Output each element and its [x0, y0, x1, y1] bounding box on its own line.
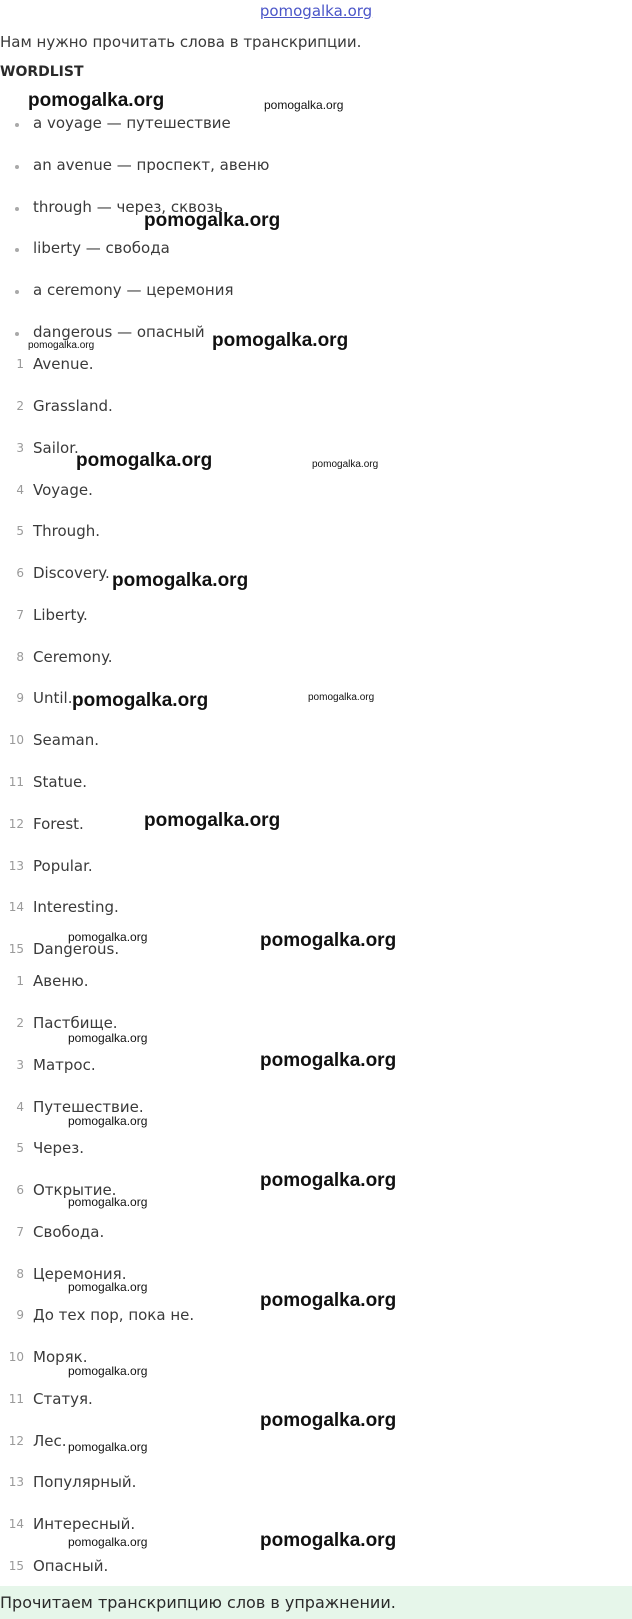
- watermark: pomogalka.org: [28, 90, 165, 111]
- watermark: pomogalka.org: [260, 1290, 397, 1311]
- watermark: pomogalka.org: [112, 570, 249, 591]
- wordlist-heading: WORDLIST: [0, 64, 84, 80]
- watermark: pomogalka.org: [68, 1114, 148, 1128]
- watermark: pomogalka.org: [260, 1530, 397, 1551]
- bullet-icon: [15, 165, 19, 169]
- watermark: pomogalka.org: [68, 1535, 148, 1549]
- bullet-icon: [15, 332, 19, 336]
- site-link-top[interactable]: pomogalka.org: [259, 2, 373, 20]
- bullet-icon: [15, 290, 19, 294]
- footer-banner: Прочитаем транскрипцию слов в упражнении.: [0, 1586, 632, 1619]
- watermark: pomogalka.org: [308, 692, 375, 703]
- watermark: pomogalka.org: [260, 930, 397, 951]
- watermark: pomogalka.org: [28, 340, 95, 351]
- watermark: pomogalka.org: [76, 450, 213, 471]
- watermark: pomogalka.org: [212, 330, 349, 351]
- watermark: pomogalka.org: [144, 810, 281, 831]
- watermark: pomogalka.org: [68, 930, 148, 944]
- watermark: pomogalka.org: [312, 459, 379, 470]
- watermark: pomogalka.org: [260, 1410, 397, 1431]
- watermark: pomogalka.org: [68, 1031, 148, 1045]
- bullet-icon: [15, 248, 19, 252]
- watermark: pomogalka.org: [260, 1170, 397, 1191]
- intro-text: Нам нужно прочитать слова в транскрипции.: [0, 33, 362, 51]
- watermark: pomogalka.org: [260, 1050, 397, 1071]
- watermark: pomogalka.org: [72, 690, 209, 711]
- watermark: pomogalka.org: [68, 1364, 148, 1378]
- watermark: pomogalka.org: [68, 1195, 148, 1209]
- bullet-icon: [15, 123, 19, 127]
- watermark: pomogalka.org: [264, 98, 344, 112]
- watermark: pomogalka.org: [68, 1440, 148, 1454]
- bullet-icon: [15, 207, 19, 211]
- watermark: pomogalka.org: [144, 210, 281, 231]
- watermark: pomogalka.org: [68, 1280, 148, 1294]
